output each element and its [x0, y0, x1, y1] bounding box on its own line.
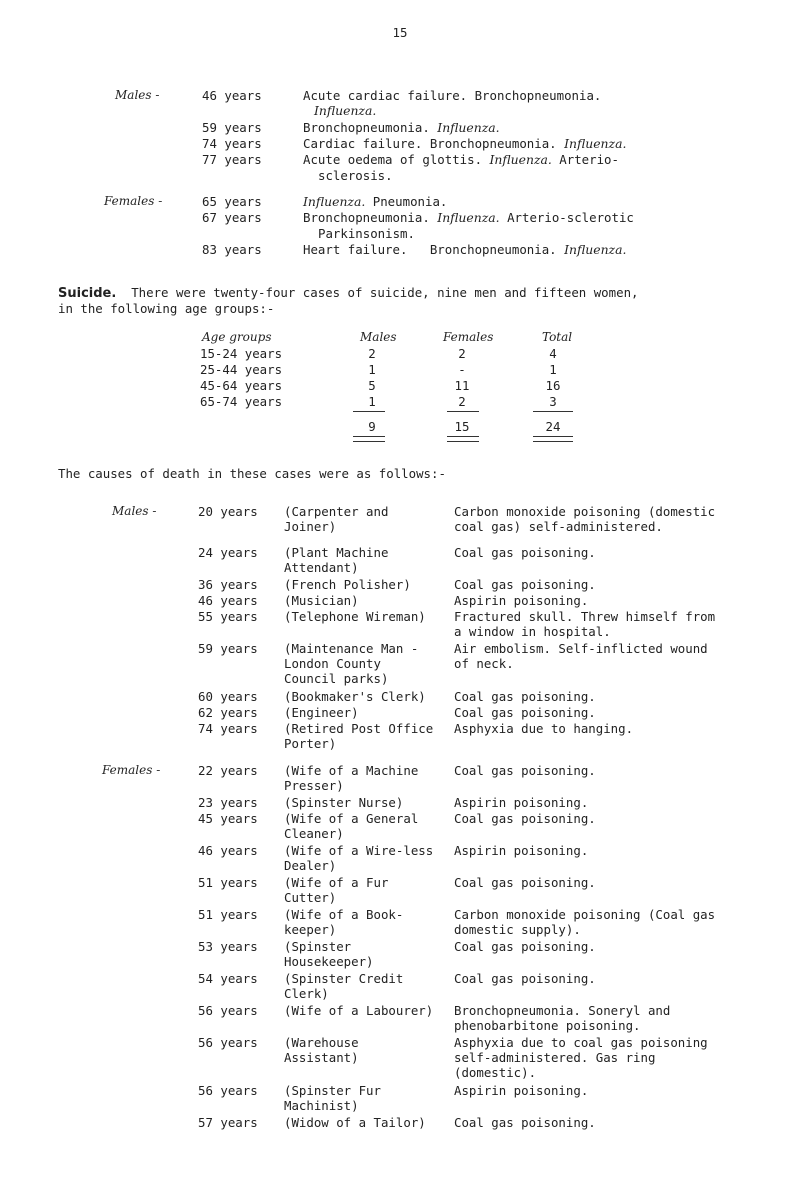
- case-age: 53 years: [198, 939, 258, 954]
- case-age: 46 years: [198, 843, 258, 858]
- case-occupation: (Musician): [284, 593, 359, 608]
- case-cause: Bronchopneumonia. Soneryl and phenobarbitone poisoning.: [454, 1003, 671, 1033]
- cause: Heart failure. Bronchopneumonia. Influenza.: [303, 242, 627, 257]
- females-label: Females -: [104, 194, 163, 208]
- table-cell: 1: [549, 362, 557, 377]
- case-cause: Aspirin poisoning.: [454, 593, 589, 608]
- cause: Cardiac failure. Bronchopneumonia. Influenza.: [303, 136, 627, 151]
- case-occupation: (Carpenter and Joiner): [284, 504, 389, 534]
- cause: Bronchopneumonia. Influenza. Arterio-sclerotic: [303, 210, 634, 225]
- case-occupation: (Retired Post Office Porter): [284, 721, 434, 751]
- case-cause: Coal gas poisoning.: [454, 971, 596, 986]
- case-cause: Aspirin poisoning.: [454, 795, 589, 810]
- case-cause: Coal gas poisoning.: [454, 545, 596, 560]
- case-occupation: (Warehouse Assistant): [284, 1035, 359, 1065]
- cause-italic: Influenza.: [314, 103, 377, 118]
- cause: Bronchopneumonia. Influenza.: [303, 120, 500, 135]
- total-double-rule: [447, 436, 479, 442]
- table-total: 15: [454, 419, 470, 434]
- table-header: Females: [443, 330, 494, 344]
- table-cell: 11: [454, 378, 470, 393]
- table-cell: 65-74 years: [200, 394, 283, 409]
- age: 65 years: [202, 194, 262, 209]
- age: 67 years: [202, 210, 262, 225]
- case-age: 60 years: [198, 689, 258, 704]
- case-age: 51 years: [198, 875, 258, 890]
- cause: Acute cardiac failure. Bronchopneumonia.: [303, 88, 602, 103]
- table-cell: 15-24 years: [200, 346, 283, 361]
- total-double-rule: [353, 436, 385, 442]
- case-occupation: (Wife of a Wire-less Dealer): [284, 843, 434, 873]
- table-cell: 2: [368, 346, 376, 361]
- case-cause: Air embolism. Self-inflicted wound of neck.: [454, 641, 708, 671]
- table-cell: 3: [549, 394, 557, 409]
- case-cause: Coal gas poisoning.: [454, 577, 596, 592]
- males-label: Males -: [115, 88, 160, 102]
- table-total: 24: [545, 419, 561, 434]
- age: 46 years: [202, 88, 262, 103]
- table-cell: 16: [545, 378, 561, 393]
- case-occupation: (Spinster Credit Clerk): [284, 971, 404, 1001]
- case-age: 55 years: [198, 609, 258, 624]
- suicide-intro: Suicide. There were twenty-four cases of suicide, nine men and fifteen women,: [58, 285, 639, 301]
- case-cause: Asphyxia due to coal gas poisoning self-administered. Gas ring (domestic).: [454, 1035, 708, 1080]
- age: 77 years: [202, 152, 262, 167]
- case-occupation: (Wife of a Labourer): [284, 1003, 434, 1018]
- total-double-rule: [533, 436, 573, 442]
- table-header: Total: [542, 330, 573, 344]
- case-cause: Asphyxia due to hanging.: [454, 721, 634, 736]
- case-occupation: (Plant Machine Attendant): [284, 545, 389, 575]
- subtotal-rule: [353, 411, 385, 412]
- case-age: 59 years: [198, 641, 258, 656]
- case-occupation: (Spinster Fur Machinist): [284, 1083, 381, 1113]
- case-cause: Coal gas poisoning.: [454, 1115, 596, 1130]
- suicide-intro-line2: in the following age groups:-: [58, 301, 275, 316]
- table-header: Age groups: [202, 330, 272, 344]
- table-cell: 1: [368, 394, 376, 409]
- case-cause: Carbon monoxide poisoning (domestic coal gas) self-administered.: [454, 504, 716, 534]
- case-age: 22 years: [198, 763, 258, 778]
- case-occupation: (Wife of a Book-keeper): [284, 907, 404, 937]
- table-total: 9: [368, 419, 376, 434]
- case-occupation: (Telephone Wireman): [284, 609, 426, 624]
- males-label: Males -: [112, 504, 157, 518]
- page-number: 15: [392, 25, 408, 40]
- case-age: 24 years: [198, 545, 258, 560]
- case-cause: Carbon monoxide poisoning (Coal gas domestic supply).: [454, 907, 716, 937]
- case-occupation: (Bookmaker's Clerk): [284, 689, 426, 704]
- age: 74 years: [202, 136, 262, 151]
- cause-continued: sclerosis.: [318, 168, 393, 183]
- case-age: 36 years: [198, 577, 258, 592]
- age: 59 years: [202, 120, 262, 135]
- case-occupation: (Wife of a Machine Presser): [284, 763, 419, 793]
- subtotal-rule: [447, 411, 479, 412]
- case-age: 56 years: [198, 1035, 258, 1050]
- table-cell: -: [458, 362, 466, 377]
- case-age: 51 years: [198, 907, 258, 922]
- case-age: 45 years: [198, 811, 258, 826]
- case-occupation: (Spinster Housekeeper): [284, 939, 374, 969]
- case-age: 20 years: [198, 504, 258, 519]
- case-cause: Fractured skull. Threw himself from a window in hospital.: [454, 609, 716, 639]
- case-occupation: (Spinster Nurse): [284, 795, 404, 810]
- case-age: 54 years: [198, 971, 258, 986]
- case-cause: Aspirin poisoning.: [454, 1083, 589, 1098]
- case-cause: Coal gas poisoning.: [454, 811, 596, 826]
- table-cell: 2: [458, 394, 466, 409]
- table-cell: 2: [458, 346, 466, 361]
- case-cause: Coal gas poisoning.: [454, 705, 596, 720]
- causes-intro: The causes of death in these cases were as follows:-: [58, 466, 446, 481]
- case-occupation: (Maintenance Man - London County Council parks): [284, 641, 419, 686]
- case-occupation: (Widow of a Tailor): [284, 1115, 426, 1130]
- age: 83 years: [202, 242, 262, 257]
- table-cell: 4: [549, 346, 557, 361]
- case-occupation: (Wife of a General Cleaner): [284, 811, 419, 841]
- case-cause: Coal gas poisoning.: [454, 763, 596, 778]
- case-age: 23 years: [198, 795, 258, 810]
- cause-continued: Parkinsonism.: [318, 226, 415, 241]
- case-cause: Aspirin poisoning.: [454, 843, 589, 858]
- females-label: Females -: [102, 763, 161, 777]
- case-age: 74 years: [198, 721, 258, 736]
- table-cell: 1: [368, 362, 376, 377]
- case-age: 56 years: [198, 1003, 258, 1018]
- case-cause: Coal gas poisoning.: [454, 939, 596, 954]
- subtotal-rule: [533, 411, 573, 412]
- suicide-heading: Suicide.: [58, 286, 117, 301]
- case-cause: Coal gas poisoning.: [454, 689, 596, 704]
- case-occupation: (Wife of a Fur Cutter): [284, 875, 389, 905]
- table-header: Males: [360, 330, 397, 344]
- case-age: 57 years: [198, 1115, 258, 1130]
- table-cell: 25-44 years: [200, 362, 283, 377]
- cause: Influenza. Pneumonia.: [303, 194, 448, 209]
- case-age: 56 years: [198, 1083, 258, 1098]
- case-age: 46 years: [198, 593, 258, 608]
- case-occupation: (Engineer): [284, 705, 359, 720]
- case-cause: Coal gas poisoning.: [454, 875, 596, 890]
- case-occupation: (French Polisher): [284, 577, 411, 592]
- cause: Acute oedema of glottis. Influenza. Arterio-: [303, 152, 619, 167]
- case-age: 62 years: [198, 705, 258, 720]
- table-cell: 5: [368, 378, 376, 393]
- table-cell: 45-64 years: [200, 378, 283, 393]
